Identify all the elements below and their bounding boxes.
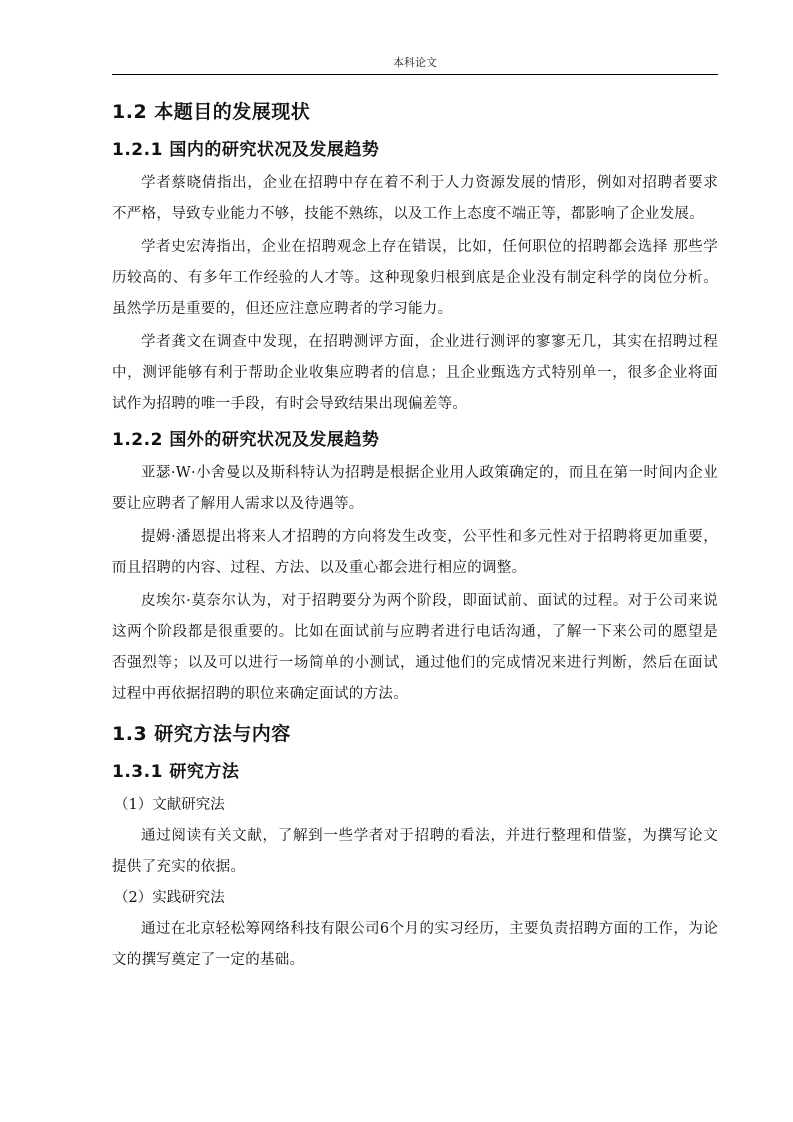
paragraph-sherman: 亚瑟·W·小舍曼以及斯科特认为招聘是根据企业用人政策确定的，而且在第一时间内企业要让应聘者了解用人需求以及待遇等。 <box>112 465 718 512</box>
subsection-heading-1-2-1: 1.2.1 国内的研究状况及发展趋势 <box>112 140 380 160</box>
subsection-heading-1-2-2: 1.2.2 国外的研究状况及发展趋势 <box>112 430 380 450</box>
paragraph-gong: 学者龚文在调查中发现，在招聘测评方面，企业进行测评的寥寥无几，其实在招聘过程中，测评能够有利于帮助企业收集应聘者的信息；且企业甄选方式特别单一，很多企业将面试作为招聘的唯一手段，有时会导致结果出现偏差等。 <box>112 334 718 412</box>
section-heading-1-2: 1.2 本题目的发展现状 <box>112 101 311 123</box>
section-heading-1-3: 1.3 研究方法与内容 <box>112 723 291 745</box>
paragraph-payne: 提姆·潘恩提出将来人才招聘的方向将发生改变，公平性和多元性对于招聘将更加重要，而且招聘的内容、过程、方法、以及重心都会进行相应的调整。 <box>112 529 718 576</box>
paragraph-cai: 学者蔡晓倩指出，企业在招聘中存在着不利于人力资源发展的情形，例如对招聘者要求不严格，导致专业能力不够，技能不熟练，以及工作上态度不端正等，都影响了企业发展。 <box>112 175 718 222</box>
method-2-label: （2）实践研究法 <box>114 890 225 906</box>
method-1-text: 通过阅读有关文献，了解到一些学者对于招聘的看法，并进行整理和借鉴，为撰写论文提供了充实的依据。 <box>112 828 718 875</box>
document-body <box>112 98 718 976</box>
header-rule <box>112 74 718 75</box>
subsection-heading-1-3-1: 1.3.1 研究方法 <box>112 762 240 782</box>
paragraph-shi: 学者史宏涛指出，企业在招聘观念上存在错误，比如，任何职位的招聘都会选择 那些学历较高的、有多年工作经验的人才等。这种现象归根到底是企业没有制定科学的岗位分析。虽然学历是重要的，但还应注意应聘者的学习能力。 <box>112 239 718 317</box>
running-header: 本科论文 <box>393 56 437 69</box>
paragraph-monel: 皮埃尔·莫奈尔认为，对于招聘要分为两个阶段，即面试前、面试的过程。对于公司来说这两个阶段都是很重要的。比如在面试前与应聘者进行电话沟通，了解一下来公司的愿望是否强烈等；以及可以进行一场简单的小测试，通过他们的完成情况来进行判断，然后在面试过程中再依据招聘的职位来确定面试的方法。 <box>112 593 718 702</box>
method-1-label: （1）文献研究法 <box>114 797 225 813</box>
method-2-text: 通过在北京轻松筹网络科技有限公司6个月的实习经历，主要负责招聘方面的工作，为论文的撰写奠定了一定的基础。 <box>112 921 718 968</box>
